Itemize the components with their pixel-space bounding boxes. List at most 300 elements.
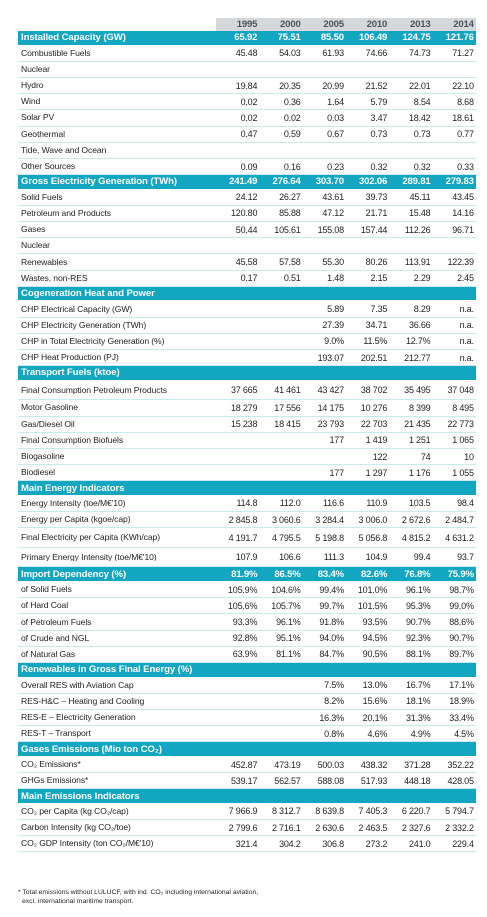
value-2014: 279.83	[445, 176, 474, 188]
row-label: Solid Fuels	[21, 192, 63, 202]
value-2005: 177	[329, 467, 344, 478]
table-row-other-sources	[18, 159, 476, 175]
row-label: Cogeneration Heat and Power	[21, 288, 155, 300]
value-1995: 241.49	[229, 176, 258, 188]
value-2010: 21.71	[365, 208, 388, 219]
value-2010: 101.5%	[357, 600, 388, 611]
row-label: Installed Capacity (GW)	[21, 32, 126, 44]
value-2010: 2 463.5	[358, 822, 388, 833]
value-2010: 13.0%	[362, 680, 388, 691]
table-row-of-crude-and-ngl	[18, 631, 476, 647]
value-2014: 98.4	[457, 498, 474, 509]
value-2005: 2 630.6	[315, 822, 344, 833]
value-1995: 539.17	[230, 775, 258, 786]
row-label: Gas/Diesel Oil	[21, 419, 75, 429]
value-2014: 8.68	[457, 96, 474, 107]
value-2010: 101.0%	[357, 584, 388, 595]
value-2014: n.a.	[459, 352, 474, 363]
table-row-motor-gasoline	[18, 400, 476, 416]
table-row-solid-fuels	[18, 190, 476, 206]
value-2005: 0.23	[327, 161, 344, 172]
value-2005: 8 639.8	[315, 806, 344, 817]
value-2005: 5.89	[327, 304, 344, 314]
section-row-renewables-in-gross-final-energy	[18, 663, 476, 678]
value-2000: 85.88	[279, 208, 301, 219]
value-1995: 93.3%	[232, 617, 258, 627]
value-1995: 15 238	[230, 419, 258, 430]
value-2014: 0.77	[457, 129, 474, 140]
value-2014: 71.27	[452, 48, 474, 59]
value-2005: 43.61	[322, 192, 344, 203]
value-2000: 276.64	[272, 176, 301, 188]
value-2010: 302.06	[359, 176, 388, 188]
value-2005: 1.48	[327, 273, 344, 284]
value-1995: 452.87	[230, 759, 258, 770]
value-2014: n.a.	[459, 304, 474, 314]
row-label: Gross Electricity Generation (TWh)	[21, 176, 177, 188]
row-label: Geothermal	[21, 129, 65, 139]
value-2000: 105.61	[274, 224, 301, 235]
table-row-primary-energy-intensity-toe-m-10	[18, 548, 476, 568]
value-2005: 27.39	[322, 320, 344, 331]
value-2010: 1 297	[365, 467, 388, 478]
value-2014: 5 794.7	[445, 806, 474, 817]
value-2014: 75.9%	[447, 568, 474, 580]
value-1995: 114.8	[236, 498, 258, 509]
value-2000: 304.2	[279, 838, 301, 849]
value-2000: 4 795.5	[271, 532, 301, 543]
row-label: Petroleum and Products	[21, 208, 111, 218]
value-2005: 0.8%	[324, 728, 344, 739]
value-2000: 106.6	[279, 552, 301, 563]
value-2010: 7.35	[370, 304, 388, 314]
value-2010: 11.5%	[363, 336, 388, 347]
row-label: Biogasoline	[21, 452, 65, 461]
value-2000: 0.02	[283, 112, 301, 123]
value-2010: 94.5%	[362, 633, 388, 644]
value-2014: 90.7%	[449, 633, 474, 644]
row-label: RES-T – Transport	[21, 729, 91, 739]
value-2000: 75.51	[277, 32, 301, 44]
value-2013: 21 435	[404, 419, 431, 430]
table-row-co-emissions	[18, 757, 476, 773]
value-2014: 96.71	[452, 224, 474, 235]
table-row-chp-heat-production-pj	[18, 350, 476, 366]
table-row-solar-pv	[18, 110, 476, 126]
table-row-of-natural-gas	[18, 647, 476, 663]
value-2013: 95.3%	[405, 600, 431, 611]
table-row-res-h-c-heating-and-cooling	[18, 694, 476, 710]
row-label: Carbon Intensity (kg CO₂/toe)	[21, 823, 131, 833]
value-2014: 18.9%	[449, 696, 474, 707]
value-2010: 5.79	[370, 96, 388, 107]
table-row-final-consumption-biofuels	[18, 433, 476, 449]
section-row-transport-fuels-ktoe	[18, 366, 476, 381]
value-2010: 21.52	[365, 80, 388, 91]
value-2000: 105.7%	[271, 600, 301, 611]
value-2014: 99.0%	[449, 600, 474, 611]
row-label: GHGs Emissions*	[21, 776, 89, 786]
value-2005: 84.7%	[319, 649, 344, 660]
value-1995: 107.9	[235, 552, 258, 563]
value-2013: 1 176	[408, 467, 431, 478]
value-2005: 1.64	[327, 96, 344, 107]
value-2010: 7 405.3	[358, 806, 388, 817]
value-2005: 5 198.8	[315, 532, 344, 543]
value-2014: 43.45	[452, 192, 474, 203]
value-2010: 39.73	[365, 192, 388, 203]
row-label: Combustible Fuels	[21, 48, 91, 58]
row-label: CHP in Total Electricity Generation (%)	[21, 336, 165, 346]
value-1995: 0.02	[240, 112, 258, 123]
footnote-line-2: excl. international maritime transport.	[22, 898, 134, 905]
row-label: Renewables in Gross Final Energy (%)	[21, 664, 193, 676]
value-2013: 18.42	[408, 112, 431, 123]
value-2013: 96.1%	[405, 584, 431, 595]
value-2013: 35 495	[404, 385, 431, 396]
row-label: CO₂ GDP Intensity (ton CO₂/M€'10)	[21, 839, 154, 849]
value-2014: 33.4%	[449, 712, 474, 723]
value-2014: 88.6%	[449, 617, 474, 627]
value-1995: 45.58	[235, 257, 258, 268]
value-2013: 2 327.6	[401, 822, 431, 833]
row-label: Nuclear	[21, 241, 50, 251]
value-1995: 81.9%	[231, 568, 258, 580]
value-2014: 122.39	[447, 257, 474, 268]
value-2000: 0.16	[283, 161, 301, 172]
value-2005: 83.4%	[317, 568, 344, 580]
value-2014: 4 631.2	[445, 532, 474, 543]
row-label: Biodiesel	[21, 468, 55, 478]
table-row-combustible-fuels	[18, 46, 476, 62]
value-2005: 47.12	[322, 208, 344, 219]
row-label: Import Dependency (%)	[21, 568, 127, 580]
value-2013: 212.77	[404, 352, 431, 363]
value-2010: 10 276	[360, 402, 388, 413]
value-2010: 4.6%	[367, 728, 388, 739]
year-2005: 2005	[303, 18, 346, 31]
value-2013: 4 815.2	[401, 532, 431, 543]
value-2005: 61.93	[322, 48, 344, 59]
table-row-overall-res-with-aviation-cap	[18, 678, 476, 694]
section-row-gases-emissions-mio-ton-co	[18, 742, 476, 757]
value-2014: 352.22	[447, 759, 474, 770]
value-2013: 8.54	[413, 96, 431, 107]
value-2013: 45.11	[409, 192, 431, 203]
row-label: Gases	[21, 225, 46, 235]
row-label: of Crude and NGL	[21, 633, 90, 643]
table-row-res-e-electricity-generation	[18, 710, 476, 726]
value-2005: 588.08	[317, 775, 344, 786]
value-2005: 94.0%	[319, 633, 344, 644]
value-2005: 500.03	[317, 759, 344, 770]
value-1995: 18 279	[230, 402, 258, 413]
row-label: Final Consumption Biofuels	[21, 435, 124, 445]
value-2005: 0.67	[327, 129, 344, 140]
value-2005: 155.08	[317, 224, 344, 235]
value-2010: 106.49	[359, 32, 388, 44]
value-2013: 103.5	[408, 498, 431, 509]
value-2013: 0.32	[413, 161, 431, 172]
value-2000: 0.36	[283, 96, 301, 107]
value-2013: 124.75	[402, 32, 431, 44]
table-row-final-electricity-per-capita-kwh-cap	[18, 528, 476, 548]
value-2013: 8.29	[413, 304, 431, 314]
value-2013: 31.3%	[405, 712, 431, 723]
value-1995: 45.48	[235, 48, 258, 59]
value-2005: 177	[329, 435, 344, 446]
section-row-main-energy-indicators	[18, 481, 476, 496]
value-2000: 41 461	[274, 385, 301, 396]
value-1995: 2 845.8	[228, 514, 258, 525]
value-1995: 2 799.6	[228, 822, 258, 833]
table-row-geothermal	[18, 127, 476, 143]
value-2010: 80.26	[365, 257, 388, 268]
table-row-of-hard-coal	[18, 598, 476, 614]
value-1995: 7 966.9	[228, 806, 258, 817]
row-label: of Hard Coal	[21, 601, 69, 611]
value-2013: 74.73	[408, 48, 431, 59]
value-2013: 113.91	[404, 257, 431, 268]
value-1995: 0.02	[240, 96, 258, 107]
value-2014: 2 332.2	[445, 822, 474, 833]
value-2014: 22.10	[452, 80, 474, 91]
value-2014: 14.16	[452, 208, 474, 219]
value-2013: 6 220.7	[401, 806, 431, 817]
value-2014: 37 048	[447, 385, 474, 396]
value-2013: 112.26	[404, 224, 431, 235]
row-label: Gases Emissions (Mio ton CO₂)	[21, 743, 163, 755]
value-2013: 92.3%	[405, 633, 431, 644]
table-row-tide-wave-and-ocean	[18, 143, 476, 159]
value-2000: 81.1%	[276, 649, 301, 660]
table-row-biogasoline	[18, 449, 476, 465]
value-1995: 321.4	[235, 838, 258, 849]
value-2010: 0.73	[370, 129, 388, 140]
table-row-nuclear	[18, 62, 476, 78]
value-2014: 89.7%	[449, 649, 474, 660]
value-2000: 2 716.1	[271, 822, 301, 833]
table-row-energy-intensity-toe-m-10	[18, 496, 476, 512]
value-1995: 120.80	[230, 208, 258, 219]
table-row-renewables	[18, 254, 476, 270]
row-label: Final Electricity per Capita (KWh/cap)	[21, 533, 160, 542]
value-2005: 306.8	[322, 838, 344, 849]
value-2005: 111.3	[323, 552, 344, 563]
table-row-wind	[18, 94, 476, 110]
value-2014: 10	[464, 451, 474, 462]
row-label: Energy per Capita (kgoe/cap)	[21, 515, 131, 525]
value-2010: 20.1%	[362, 712, 388, 723]
value-2005: 3 284.4	[315, 514, 344, 525]
value-2010: 74.66	[365, 48, 388, 59]
year-2013: 2013	[389, 18, 432, 31]
row-label: CHP Electrical Capacity (GW)	[21, 304, 133, 314]
section-row-main-emissions-indicators	[18, 789, 476, 804]
value-2010: 202.51	[360, 352, 388, 363]
value-2014: 2 484.7	[445, 514, 474, 525]
value-2010: 38 702	[360, 385, 388, 396]
value-2013: 2.29	[413, 273, 431, 284]
value-2013: 0.73	[413, 129, 431, 140]
value-2013: 16.7%	[405, 680, 431, 691]
value-2005: 55.30	[322, 257, 344, 268]
value-2005: 99.7%	[319, 600, 344, 611]
value-2000: 0.51	[283, 273, 301, 284]
row-label: Overall RES with Aviation Cap	[21, 680, 134, 690]
table-row-hydro	[18, 78, 476, 94]
value-2010: 157.44	[360, 224, 388, 235]
value-2013: 99.4	[413, 552, 431, 563]
year-2000: 2000	[259, 18, 302, 31]
value-2010: 93.5%	[362, 617, 388, 627]
energy-statistics-table	[18, 18, 476, 852]
row-label: RES-H&C – Heating and Cooling	[21, 696, 145, 706]
row-label: of Natural Gas	[21, 649, 76, 659]
value-2013: 241.0	[408, 838, 431, 849]
value-2010: 3 006.0	[358, 514, 388, 525]
value-2010: 90.5%	[362, 649, 388, 660]
value-2014: 18.61	[452, 112, 474, 123]
year-1995: 1995	[216, 18, 259, 31]
row-label: CO₂ Emissions*	[21, 760, 81, 769]
value-2005: 8.2%	[324, 696, 344, 707]
value-2014: 4.5%	[454, 728, 474, 739]
value-2005: 85.50	[320, 32, 344, 44]
value-2013: 90.7%	[405, 617, 431, 627]
value-1995: 37 665	[230, 385, 258, 396]
value-2000: 112.0	[279, 498, 301, 509]
section-row-gross-electricity-generation-twh	[18, 175, 476, 190]
value-2013: 74	[420, 451, 431, 462]
value-2010: 110.9	[366, 498, 388, 509]
value-2014: 98.7%	[449, 584, 474, 595]
value-2005: 43 427	[317, 385, 344, 396]
value-2005: 99.4%	[319, 584, 344, 595]
value-2005: 303.70	[315, 176, 344, 188]
value-2014: 0.33	[457, 161, 474, 172]
section-row-cogeneration-heat-and-power	[18, 287, 476, 302]
table-row-chp-in-total-electricity-generation	[18, 334, 476, 350]
value-2010: 3.47	[370, 112, 388, 123]
value-2000: 26.27	[279, 192, 301, 203]
value-2014: 8 495	[452, 402, 474, 413]
value-2013: 371.28	[404, 759, 431, 770]
table-row-of-solid-fuels	[18, 582, 476, 598]
value-1995: 0.09	[240, 161, 258, 172]
value-2010: 122	[372, 451, 388, 462]
value-2014: 121.76	[445, 32, 474, 44]
value-2005: 14 175	[317, 402, 344, 413]
value-2013: 18.1%	[405, 696, 431, 707]
value-2013: 8 399	[408, 402, 431, 413]
row-label: Transport Fuels (ktoe)	[21, 367, 120, 379]
value-2010: 438.32	[360, 759, 388, 770]
footnote-line-1: * Total emissions without LULUCF, with ind. CO₂ including international aviation,	[18, 889, 259, 896]
value-2014: 1 055	[452, 467, 474, 478]
value-2000: 473.19	[274, 759, 301, 770]
value-1995: 105.9%	[227, 584, 258, 595]
value-1995: 0.47	[240, 129, 258, 140]
value-2000: 20.35	[279, 80, 301, 91]
table-row-nuclear	[18, 238, 476, 254]
section-row-installed-capacity-gw	[18, 31, 476, 46]
value-2013: 1 251	[408, 435, 431, 446]
value-2013: 88.1%	[405, 649, 431, 660]
value-1995: 19.84	[235, 80, 258, 91]
value-2013: 36.66	[408, 320, 431, 331]
row-label: CHP Electricity Generation (TWh)	[21, 320, 147, 330]
table-row-co-gdp-intensity-ton-co-m-10	[18, 836, 476, 852]
row-label: Motor Gasoline	[21, 403, 78, 413]
value-2005: 9.0%	[324, 336, 344, 347]
value-2014: 428.05	[447, 775, 474, 786]
row-label: RES-E – Electricity Generation	[21, 713, 136, 723]
table-row-final-consumption-petroleum-products	[18, 381, 476, 401]
row-label: Wind	[21, 97, 41, 107]
value-2010: 273.2	[365, 838, 388, 849]
row-label: Main Energy Indicators	[21, 482, 125, 494]
value-2000: 54.03	[279, 48, 301, 59]
table-row-gas-diesel-oil	[18, 417, 476, 433]
row-label: Wastes, non-RES	[21, 273, 88, 283]
value-2014: n.a.	[459, 336, 474, 347]
value-2000: 18 415	[274, 419, 301, 430]
value-2010: 15.6%	[362, 696, 388, 707]
value-2010: 0.32	[370, 161, 388, 172]
value-2013: 289.81	[402, 176, 431, 188]
row-label: CHP Heat Production (PJ)	[21, 353, 119, 363]
table-row-chp-electricity-generation-twh	[18, 318, 476, 334]
value-1995: 92.8%	[232, 633, 258, 644]
value-1995: 65.92	[234, 32, 258, 44]
value-1995: 4 191.7	[228, 532, 258, 543]
value-2010: 2.15	[370, 273, 388, 284]
value-2010: 34.71	[365, 320, 388, 331]
row-label: CO₂ per Capita (kg CO₂/cap)	[21, 806, 129, 816]
table-row-ghgs-emissions	[18, 773, 476, 789]
value-2014: 93.7	[457, 552, 474, 563]
value-2005: 116.6	[323, 498, 344, 509]
value-2000: 562.57	[274, 775, 301, 786]
value-2010: 517.93	[360, 775, 388, 786]
value-2000: 17 556	[274, 402, 301, 413]
value-2014: 1 065	[452, 435, 474, 446]
row-label: Final Consumption Petroleum Products	[21, 385, 167, 395]
value-2005: 23 793	[317, 419, 344, 430]
value-1995: 50.44	[235, 224, 258, 235]
value-1995: 0.17	[240, 273, 258, 284]
value-2000: 96.1%	[276, 617, 301, 627]
section-row-import-dependency	[18, 567, 476, 582]
value-2010: 1 419	[365, 435, 388, 446]
value-2000: 3 060.6	[271, 514, 301, 525]
value-2013: 12.7%	[405, 336, 431, 347]
value-2013: 76.8%	[404, 568, 431, 580]
year-header-row	[18, 18, 476, 31]
value-1995: 105.6%	[227, 600, 258, 611]
value-2010: 82.6%	[360, 568, 388, 580]
row-label: Tide, Wave and Ocean	[21, 145, 107, 155]
table-row-petroleum-and-products	[18, 206, 476, 222]
table-row-co-per-capita-kg-co-cap	[18, 804, 476, 820]
value-2010: 104.9	[365, 552, 388, 563]
footnote	[18, 888, 478, 906]
value-2000: 0.59	[283, 129, 301, 140]
value-2014: n.a.	[459, 320, 474, 331]
value-2013: 22.01	[408, 80, 431, 91]
value-2005: 91.8%	[319, 617, 344, 627]
